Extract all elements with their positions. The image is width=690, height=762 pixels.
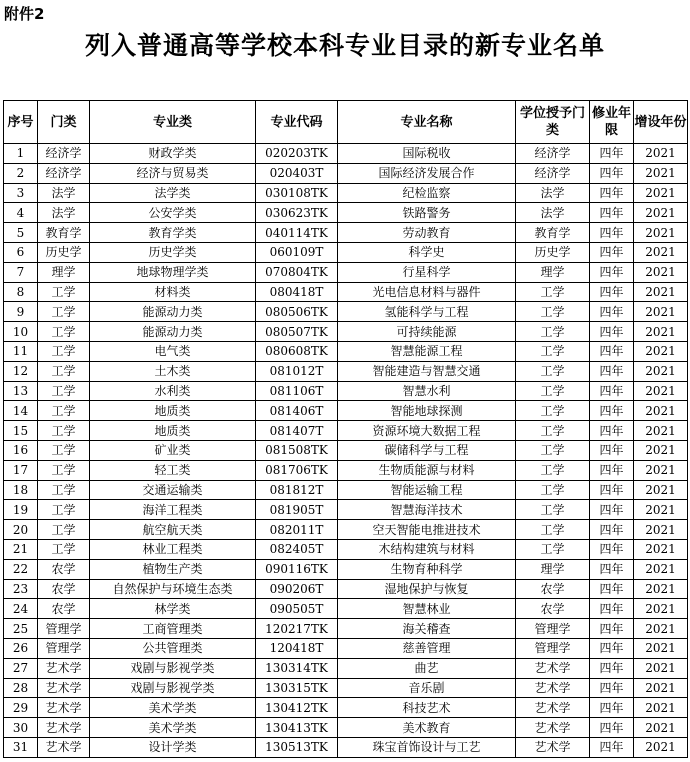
cell-no: 9 <box>4 302 38 322</box>
cell-code: 090206T <box>256 579 338 599</box>
cell-no: 7 <box>4 262 38 282</box>
cell-no: 28 <box>4 678 38 698</box>
cell-year-added: 2021 <box>634 341 688 361</box>
cell-year-added: 2021 <box>634 322 688 342</box>
cell-year-added: 2021 <box>634 361 688 381</box>
cell-degree: 工学 <box>516 500 590 520</box>
cell-category: 工学 <box>38 322 90 342</box>
cell-no: 24 <box>4 599 38 619</box>
cell-year-added: 2021 <box>634 500 688 520</box>
cell-category: 教育学 <box>38 223 90 243</box>
cell-name: 氢能科学与工程 <box>338 302 516 322</box>
cell-class: 教育学类 <box>90 223 256 243</box>
table-row <box>4 223 688 243</box>
cell-no: 25 <box>4 619 38 639</box>
cell-class: 地球物理学类 <box>90 262 256 282</box>
cell-class: 土木类 <box>90 361 256 381</box>
cell-name: 劳动教育 <box>338 223 516 243</box>
cell-degree: 工学 <box>516 480 590 500</box>
cell-no: 26 <box>4 638 38 658</box>
header-code: 专业代码 <box>256 101 338 144</box>
cell-category: 农学 <box>38 559 90 579</box>
cell-year-added: 2021 <box>634 718 688 738</box>
cell-year-added: 2021 <box>634 421 688 441</box>
cell-name: 生物育种科学 <box>338 559 516 579</box>
cell-years: 四年 <box>590 183 634 203</box>
cell-degree: 工学 <box>516 302 590 322</box>
cell-name: 生物质能源与材料 <box>338 460 516 480</box>
cell-class: 地质类 <box>90 421 256 441</box>
cell-class: 戏剧与影视学类 <box>90 678 256 698</box>
cell-years: 四年 <box>590 242 634 262</box>
majors-table <box>3 100 688 758</box>
cell-no: 15 <box>4 421 38 441</box>
cell-years: 四年 <box>590 163 634 183</box>
cell-category: 工学 <box>38 460 90 480</box>
cell-class: 财政学类 <box>90 144 256 164</box>
cell-class: 自然保护与环境生态类 <box>90 579 256 599</box>
cell-code: 081508TK <box>256 440 338 460</box>
cell-year-added: 2021 <box>634 678 688 698</box>
table-row <box>4 718 688 738</box>
cell-degree: 管理学 <box>516 638 590 658</box>
cell-category: 工学 <box>38 302 90 322</box>
cell-code: 120418T <box>256 638 338 658</box>
cell-category: 工学 <box>38 440 90 460</box>
table-row <box>4 341 688 361</box>
cell-class: 交通运输类 <box>90 480 256 500</box>
cell-degree: 艺术学 <box>516 658 590 678</box>
cell-no: 5 <box>4 223 38 243</box>
table-row <box>4 421 688 441</box>
cell-degree: 工学 <box>516 381 590 401</box>
cell-year-added: 2021 <box>634 460 688 480</box>
cell-years: 四年 <box>590 698 634 718</box>
cell-degree: 农学 <box>516 579 590 599</box>
cell-year-added: 2021 <box>634 619 688 639</box>
table-row <box>4 619 688 639</box>
cell-name: 智慧林业 <box>338 599 516 619</box>
cell-category: 历史学 <box>38 242 90 262</box>
cell-no: 16 <box>4 440 38 460</box>
cell-no: 13 <box>4 381 38 401</box>
cell-no: 29 <box>4 698 38 718</box>
cell-code: 070804TK <box>256 262 338 282</box>
cell-category: 工学 <box>38 421 90 441</box>
table-row <box>4 658 688 678</box>
cell-name: 智慧海洋技术 <box>338 500 516 520</box>
table-row <box>4 480 688 500</box>
table-row <box>4 460 688 480</box>
cell-year-added: 2021 <box>634 440 688 460</box>
cell-years: 四年 <box>590 421 634 441</box>
cell-name: 国际经济发展合作 <box>338 163 516 183</box>
cell-name: 纪检监察 <box>338 183 516 203</box>
cell-name: 慈善管理 <box>338 638 516 658</box>
cell-years: 四年 <box>590 500 634 520</box>
cell-class: 能源动力类 <box>90 302 256 322</box>
cell-code: 130513TK <box>256 737 338 757</box>
cell-category: 农学 <box>38 599 90 619</box>
cell-no: 18 <box>4 480 38 500</box>
header-year-added: 增设年份 <box>634 101 688 144</box>
cell-class: 海洋工程类 <box>90 500 256 520</box>
cell-code: 080418T <box>256 282 338 302</box>
cell-name: 音乐剧 <box>338 678 516 698</box>
cell-class: 公共管理类 <box>90 638 256 658</box>
header-category: 门类 <box>38 101 90 144</box>
table-row <box>4 322 688 342</box>
cell-degree: 法学 <box>516 203 590 223</box>
cell-class: 设计学类 <box>90 737 256 757</box>
cell-no: 21 <box>4 539 38 559</box>
cell-category: 工学 <box>38 520 90 540</box>
table-body <box>4 144 688 758</box>
cell-years: 四年 <box>590 144 634 164</box>
cell-no: 1 <box>4 144 38 164</box>
cell-year-added: 2021 <box>634 183 688 203</box>
cell-class: 矿业类 <box>90 440 256 460</box>
cell-code: 081812T <box>256 480 338 500</box>
cell-category: 管理学 <box>38 619 90 639</box>
cell-years: 四年 <box>590 539 634 559</box>
cell-degree: 艺术学 <box>516 678 590 698</box>
cell-year-added: 2021 <box>634 480 688 500</box>
cell-category: 艺术学 <box>38 658 90 678</box>
table-row <box>4 698 688 718</box>
cell-year-added: 2021 <box>634 698 688 718</box>
cell-class: 戏剧与影视学类 <box>90 658 256 678</box>
cell-years: 四年 <box>590 381 634 401</box>
cell-degree: 工学 <box>516 440 590 460</box>
cell-degree: 工学 <box>516 322 590 342</box>
cell-class: 历史学类 <box>90 242 256 262</box>
cell-category: 法学 <box>38 183 90 203</box>
cell-degree: 工学 <box>516 401 590 421</box>
cell-year-added: 2021 <box>634 302 688 322</box>
cell-degree: 艺术学 <box>516 718 590 738</box>
cell-category: 艺术学 <box>38 698 90 718</box>
cell-year-added: 2021 <box>634 282 688 302</box>
cell-code: 081407T <box>256 421 338 441</box>
cell-category: 工学 <box>38 401 90 421</box>
cell-no: 14 <box>4 401 38 421</box>
cell-name: 可持续能源 <box>338 322 516 342</box>
cell-degree: 工学 <box>516 539 590 559</box>
table-row <box>4 163 688 183</box>
table-row <box>4 539 688 559</box>
cell-degree: 工学 <box>516 520 590 540</box>
cell-name: 科学史 <box>338 242 516 262</box>
table-row <box>4 144 688 164</box>
cell-code: 130315TK <box>256 678 338 698</box>
cell-class: 林业工程类 <box>90 539 256 559</box>
table-row <box>4 242 688 262</box>
cell-class: 能源动力类 <box>90 322 256 342</box>
cell-years: 四年 <box>590 460 634 480</box>
cell-class: 法学类 <box>90 183 256 203</box>
cell-degree: 工学 <box>516 460 590 480</box>
header-no: 序号 <box>4 101 38 144</box>
cell-degree: 理学 <box>516 559 590 579</box>
cell-years: 四年 <box>590 341 634 361</box>
cell-code: 082011T <box>256 520 338 540</box>
cell-code: 030108TK <box>256 183 338 203</box>
cell-years: 四年 <box>590 361 634 381</box>
cell-category: 工学 <box>38 341 90 361</box>
cell-category: 艺术学 <box>38 718 90 738</box>
attachment-label: 附件2 <box>4 5 45 23</box>
cell-code: 130412TK <box>256 698 338 718</box>
cell-year-added: 2021 <box>634 539 688 559</box>
cell-code: 130314TK <box>256 658 338 678</box>
cell-class: 电气类 <box>90 341 256 361</box>
cell-no: 19 <box>4 500 38 520</box>
cell-years: 四年 <box>590 203 634 223</box>
cell-code: 120217TK <box>256 619 338 639</box>
cell-year-added: 2021 <box>634 737 688 757</box>
cell-code: 080507TK <box>256 322 338 342</box>
table-row <box>4 282 688 302</box>
cell-category: 经济学 <box>38 144 90 164</box>
cell-degree: 农学 <box>516 599 590 619</box>
cell-years: 四年 <box>590 401 634 421</box>
cell-no: 2 <box>4 163 38 183</box>
table-row <box>4 183 688 203</box>
cell-year-added: 2021 <box>634 638 688 658</box>
table-row <box>4 500 688 520</box>
cell-name: 湿地保护与恢复 <box>338 579 516 599</box>
cell-degree: 工学 <box>516 341 590 361</box>
cell-no: 10 <box>4 322 38 342</box>
cell-years: 四年 <box>590 262 634 282</box>
cell-code: 030623TK <box>256 203 338 223</box>
cell-years: 四年 <box>590 282 634 302</box>
cell-degree: 历史学 <box>516 242 590 262</box>
cell-years: 四年 <box>590 302 634 322</box>
cell-class: 地质类 <box>90 401 256 421</box>
cell-no: 30 <box>4 718 38 738</box>
cell-code: 082405T <box>256 539 338 559</box>
cell-class: 工商管理类 <box>90 619 256 639</box>
cell-degree: 经济学 <box>516 163 590 183</box>
cell-class: 轻工类 <box>90 460 256 480</box>
cell-no: 12 <box>4 361 38 381</box>
cell-degree: 管理学 <box>516 619 590 639</box>
document-title: 列入普通高等学校本科专业目录的新专业名单 <box>84 31 605 60</box>
cell-year-added: 2021 <box>634 599 688 619</box>
cell-years: 四年 <box>590 678 634 698</box>
cell-name: 智能运输工程 <box>338 480 516 500</box>
header-name: 专业名称 <box>338 101 516 144</box>
cell-name: 智慧水利 <box>338 381 516 401</box>
cell-category: 工学 <box>38 361 90 381</box>
cell-name: 智能建造与智慧交通 <box>338 361 516 381</box>
cell-years: 四年 <box>590 718 634 738</box>
table-header-row <box>4 101 688 144</box>
cell-class: 公安学类 <box>90 203 256 223</box>
cell-no: 6 <box>4 242 38 262</box>
cell-degree: 工学 <box>516 361 590 381</box>
cell-code: 080608TK <box>256 341 338 361</box>
cell-degree: 艺术学 <box>516 698 590 718</box>
cell-code: 130413TK <box>256 718 338 738</box>
cell-category: 理学 <box>38 262 90 282</box>
cell-year-added: 2021 <box>634 381 688 401</box>
table-row <box>4 302 688 322</box>
cell-code: 081406T <box>256 401 338 421</box>
cell-years: 四年 <box>590 619 634 639</box>
cell-year-added: 2021 <box>634 520 688 540</box>
cell-degree: 经济学 <box>516 144 590 164</box>
cell-name: 珠宝首饰设计与工艺 <box>338 737 516 757</box>
cell-class: 植物生产类 <box>90 559 256 579</box>
cell-code: 020403T <box>256 163 338 183</box>
table-row <box>4 579 688 599</box>
cell-category: 工学 <box>38 282 90 302</box>
cell-name: 科技艺术 <box>338 698 516 718</box>
cell-year-added: 2021 <box>634 223 688 243</box>
cell-year-added: 2021 <box>634 658 688 678</box>
cell-name: 曲艺 <box>338 658 516 678</box>
cell-year-added: 2021 <box>634 242 688 262</box>
cell-category: 工学 <box>38 500 90 520</box>
cell-name: 碳储科学与工程 <box>338 440 516 460</box>
table-row <box>4 520 688 540</box>
cell-code: 081012T <box>256 361 338 381</box>
cell-category: 工学 <box>38 381 90 401</box>
cell-year-added: 2021 <box>634 203 688 223</box>
cell-class: 航空航天类 <box>90 520 256 540</box>
cell-category: 工学 <box>38 480 90 500</box>
cell-no: 22 <box>4 559 38 579</box>
table-row <box>4 678 688 698</box>
table-row <box>4 599 688 619</box>
cell-name: 智能地球探测 <box>338 401 516 421</box>
cell-no: 31 <box>4 737 38 757</box>
cell-name: 海关稽查 <box>338 619 516 639</box>
cell-name: 美术教育 <box>338 718 516 738</box>
cell-degree: 艺术学 <box>516 737 590 757</box>
cell-name: 光电信息材料与器件 <box>338 282 516 302</box>
cell-year-added: 2021 <box>634 401 688 421</box>
cell-name: 行星科学 <box>338 262 516 282</box>
cell-years: 四年 <box>590 737 634 757</box>
cell-years: 四年 <box>590 599 634 619</box>
table-row <box>4 737 688 757</box>
cell-code: 090116TK <box>256 559 338 579</box>
cell-no: 17 <box>4 460 38 480</box>
table-row <box>4 361 688 381</box>
cell-years: 四年 <box>590 638 634 658</box>
cell-class: 材料类 <box>90 282 256 302</box>
cell-year-added: 2021 <box>634 579 688 599</box>
cell-category: 农学 <box>38 579 90 599</box>
cell-class: 经济与贸易类 <box>90 163 256 183</box>
cell-class: 美术学类 <box>90 698 256 718</box>
table-row <box>4 381 688 401</box>
header-years: 修业年限 <box>590 101 634 144</box>
cell-name: 智慧能源工程 <box>338 341 516 361</box>
cell-degree: 工学 <box>516 421 590 441</box>
cell-code: 081706TK <box>256 460 338 480</box>
table-row <box>4 262 688 282</box>
cell-no: 23 <box>4 579 38 599</box>
cell-class: 美术学类 <box>90 718 256 738</box>
cell-years: 四年 <box>590 579 634 599</box>
cell-year-added: 2021 <box>634 559 688 579</box>
header-class: 专业类 <box>90 101 256 144</box>
cell-years: 四年 <box>590 223 634 243</box>
table-row <box>4 440 688 460</box>
cell-code: 081106T <box>256 381 338 401</box>
cell-years: 四年 <box>590 322 634 342</box>
cell-category: 工学 <box>38 539 90 559</box>
cell-degree: 教育学 <box>516 223 590 243</box>
cell-code: 081905T <box>256 500 338 520</box>
cell-no: 20 <box>4 520 38 540</box>
cell-class: 水利类 <box>90 381 256 401</box>
cell-no: 3 <box>4 183 38 203</box>
cell-degree: 法学 <box>516 183 590 203</box>
cell-years: 四年 <box>590 520 634 540</box>
header-degree: 学位授予门类 <box>516 101 590 144</box>
cell-degree: 理学 <box>516 262 590 282</box>
cell-name: 铁路警务 <box>338 203 516 223</box>
cell-no: 11 <box>4 341 38 361</box>
cell-category: 经济学 <box>38 163 90 183</box>
cell-code: 080506TK <box>256 302 338 322</box>
cell-category: 艺术学 <box>38 737 90 757</box>
cell-years: 四年 <box>590 559 634 579</box>
cell-code: 040114TK <box>256 223 338 243</box>
cell-name: 资源环境大数据工程 <box>338 421 516 441</box>
cell-name: 木结构建筑与材料 <box>338 539 516 559</box>
cell-name: 空天智能电推进技术 <box>338 520 516 540</box>
table-row <box>4 638 688 658</box>
cell-years: 四年 <box>590 440 634 460</box>
table-row <box>4 559 688 579</box>
table-row <box>4 203 688 223</box>
cell-class: 林学类 <box>90 599 256 619</box>
cell-year-added: 2021 <box>634 144 688 164</box>
cell-category: 法学 <box>38 203 90 223</box>
cell-code: 060109T <box>256 242 338 262</box>
cell-no: 27 <box>4 658 38 678</box>
cell-category: 艺术学 <box>38 678 90 698</box>
cell-year-added: 2021 <box>634 163 688 183</box>
table-row <box>4 401 688 421</box>
cell-year-added: 2021 <box>634 262 688 282</box>
cell-code: 090505T <box>256 599 338 619</box>
cell-code: 020203TK <box>256 144 338 164</box>
cell-name: 国际税收 <box>338 144 516 164</box>
cell-no: 4 <box>4 203 38 223</box>
cell-no: 8 <box>4 282 38 302</box>
cell-years: 四年 <box>590 480 634 500</box>
cell-category: 管理学 <box>38 638 90 658</box>
cell-years: 四年 <box>590 658 634 678</box>
cell-degree: 工学 <box>516 282 590 302</box>
